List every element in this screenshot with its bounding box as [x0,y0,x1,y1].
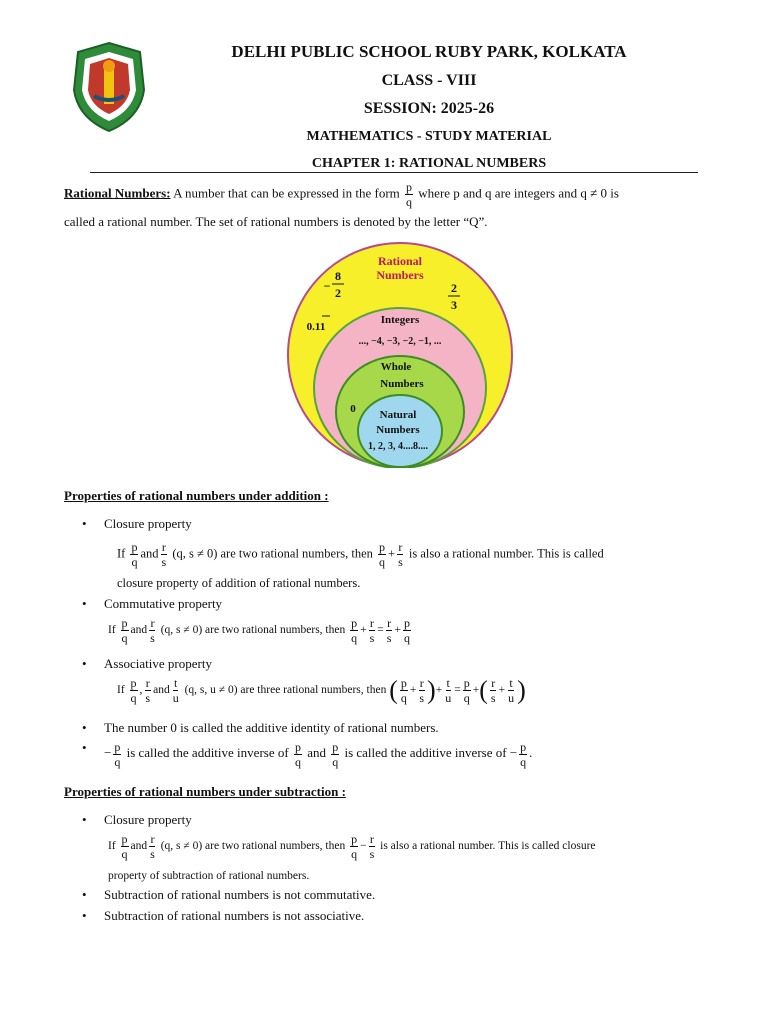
bullet-inverse: • − $\frac{p}{q}$ is called the additive inverse of $\frac{p}{q}$ and $\frac{p}{q}$ is called the additive inverse of − $\frac{p}{q}$ . [86,740,532,769]
example-2-num: 2 [451,281,457,295]
associative-line: If $\frac{p}{q}$ , $\frac{r}{s}$ and $\frac{t}{u}$ (q, s, u ≠ 0) are three rational numbers, then ( $\frac{p}{q}$ + $\frac{r}{s}$ )+ $\frac{t}{u}$ = $\frac{p}{q}$ +( $\frac{r}{s}$ + $\frac{t}{u}$ ) [117,675,526,705]
integers-examples: ..., −4, −3, −2, −1, ... [358,336,442,347]
bullet-associative: • Associative property [86,656,212,672]
addition-heading: Properties of rational numbers under addition : [64,488,329,503]
bullet-commutative: • Commutative property [86,596,222,612]
bullet-closure-add: • Closure property [86,516,192,532]
closure-add-line2: closure property of addition of rational numbers. [117,576,361,590]
header-divider [90,172,698,173]
subtraction-heading: Properties of rational numbers under subtraction : [64,784,346,799]
closure-sub-line2: property of subtraction of rational numbers. [108,870,310,882]
chapter-title: CHAPTER 1: RATIONAL NUMBERS [311,156,547,171]
natural-label-1: Natural [379,409,417,421]
rational-label-2: Numbers [376,268,424,282]
rational-label-1: Rational [377,254,423,268]
definition-text2: where p and q are integers and q ≠ 0 is [415,185,619,201]
example-decimal: 0.11 [306,321,326,333]
bullet-not-associative: • Subtraction of rational numbers is not associative. [86,908,364,924]
definition-term: Rational Numbers: [64,185,171,201]
definition-line1 [64,180,619,209]
whole-label-1: Whole [380,361,412,373]
closure-add-line: If $\frac{p}{q}$ and $\frac{r}{s}$ (q, s ≠ 0) are two rational numbers, then $\frac{p}{q}$ + $\frac{r}{s}$ is also a rational number. This is called [117,540,604,569]
example-8: 8 [335,269,341,283]
bullet-identity: • The number 0 is called the additive identity of rational numbers. [86,720,439,736]
definition-text1: A number that can be expressed in the form [170,185,404,201]
closure-sub-line: If $\frac{p}{q}$ and $\frac{r}{s}$ (q, s ≠ 0) are two rational numbers, then $\frac{p}{q}$ − $\frac{r}{s}$ is also a rational number. This is called closure [108,832,596,861]
natural-examples: 1, 2, 3, 4....8.... [368,441,428,452]
whole-label-2: Numbers [380,378,424,390]
rational-numbers-diagram [286,242,514,468]
commutative-line: If $\frac{p}{q}$ and $\frac{r}{s}$ (q, s ≠ 0) are two rational numbers, then $\frac{p}{q}$ + $\frac{r}{s}$ = $\frac{r}{s}$ + $\frac{p}{q}$ [108,616,410,645]
bullet-not-commutative: • Subtraction of rational numbers is not commutative. [86,887,375,903]
bullet-closure-sub: • Closure property [86,812,192,828]
example-3-den: 3 [451,298,457,312]
p-over-q: $\frac{p}{q}$ [406,180,413,209]
school-name: DELHI PUBLIC SCHOOL RUBY PARK, KOLKATA [231,42,627,61]
integers-label: Integers [380,314,420,326]
subject-label: MATHEMATICS - STUDY MATERIAL [306,129,552,144]
natural-label-2: Numbers [376,424,420,436]
example-2: 2 [335,286,341,300]
session-label: SESSION: 2025-26 [363,100,495,117]
example-minus: − [323,279,331,293]
definition-line2: called a rational number. The set of rational numbers is denoted by the letter “Q”. [64,214,488,229]
class-label: CLASS - VIII [381,72,477,89]
zero-label: 0 [350,403,356,415]
